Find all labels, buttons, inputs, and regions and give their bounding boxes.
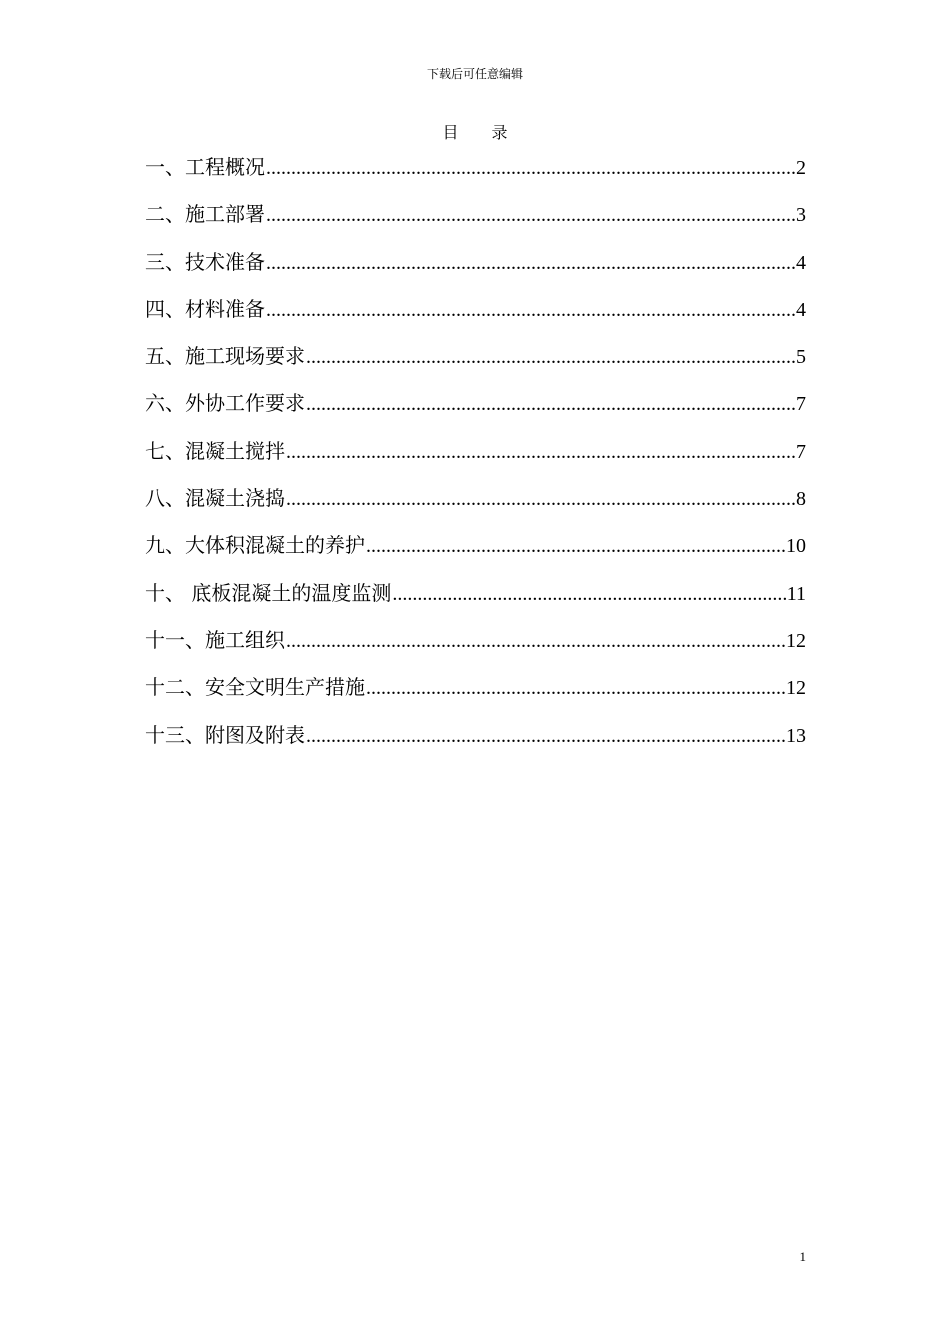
toc-entry[interactable] <box>145 150 806 197</box>
toc-entry-label: 一、工程概况 <box>145 155 265 179</box>
toc-dot-leader <box>286 435 795 469</box>
toc-entry[interactable] <box>145 576 806 623</box>
toc-entry-page: 4 <box>796 251 806 274</box>
toc-entry-label: 五、施工现场要求 <box>145 344 305 369</box>
toc-entry-page: 7 <box>796 440 806 463</box>
toc-entry-page: 5 <box>796 346 806 369</box>
toc-entry-label: 十二、安全文明生产措施 <box>145 675 365 700</box>
toc-entry[interactable] <box>145 339 806 386</box>
toc-entry[interactable] <box>145 386 806 433</box>
toc-entry-label: 九、大体积混凝土的养护 <box>145 533 365 558</box>
toc-entry-label: 八、混凝土浇捣 <box>145 486 285 511</box>
toc-entry[interactable] <box>145 718 806 765</box>
toc-entry-page: 2 <box>796 157 806 179</box>
toc-entry[interactable] <box>145 434 806 481</box>
toc-dot-leader <box>306 340 795 374</box>
toc-dot-leader <box>306 719 785 753</box>
toc-entry[interactable] <box>145 292 806 339</box>
table-of-contents <box>145 150 806 765</box>
toc-entry-page: 12 <box>786 677 806 700</box>
toc-dot-leader <box>306 387 795 421</box>
toc-entry-page: 3 <box>796 204 806 227</box>
toc-dot-leader <box>366 529 785 563</box>
toc-entry-label: 六、外协工作要求 <box>145 391 305 416</box>
toc-dot-leader <box>392 577 785 611</box>
toc-entry-label: 四、材料准备 <box>145 296 265 321</box>
toc-entry-page: 12 <box>786 629 806 652</box>
toc-dot-leader <box>266 151 795 185</box>
toc-entry-page: 11 <box>786 582 806 605</box>
toc-dot-leader <box>286 482 795 516</box>
toc-dot-leader <box>266 198 795 232</box>
toc-entry-page: 8 <box>796 488 806 511</box>
toc-dot-leader <box>286 624 785 658</box>
toc-entry-page: 7 <box>796 393 806 416</box>
toc-dot-leader <box>366 671 785 705</box>
toc-entry-label: 七、混凝土搅拌 <box>145 438 285 463</box>
toc-entry-label: 十一、施工组织 <box>145 627 285 652</box>
toc-entry-page: 13 <box>786 724 806 747</box>
toc-entry[interactable] <box>145 670 806 717</box>
page-header: 下载后可任意编辑 <box>426 67 523 81</box>
toc-entry-label: 十三、附图及附表 <box>145 722 305 747</box>
toc-entry-label: 十、 底板混凝土的温度监测 <box>145 580 392 605</box>
toc-entry[interactable] <box>145 245 806 292</box>
toc-entry[interactable] <box>145 481 806 528</box>
toc-entry[interactable] <box>145 197 806 244</box>
toc-entry[interactable] <box>145 623 806 670</box>
page-number: 1 <box>799 1249 806 1264</box>
toc-entry-label: 三、技术准备 <box>145 249 265 274</box>
toc-title: 目 录 <box>442 123 522 142</box>
toc-entry-page: 4 <box>796 298 806 321</box>
toc-entry-page: 10 <box>786 535 806 558</box>
toc-dot-leader <box>266 246 795 280</box>
toc-entry[interactable] <box>145 528 806 575</box>
toc-dot-leader <box>266 293 795 327</box>
toc-entry-label: 二、施工部署 <box>145 202 265 227</box>
